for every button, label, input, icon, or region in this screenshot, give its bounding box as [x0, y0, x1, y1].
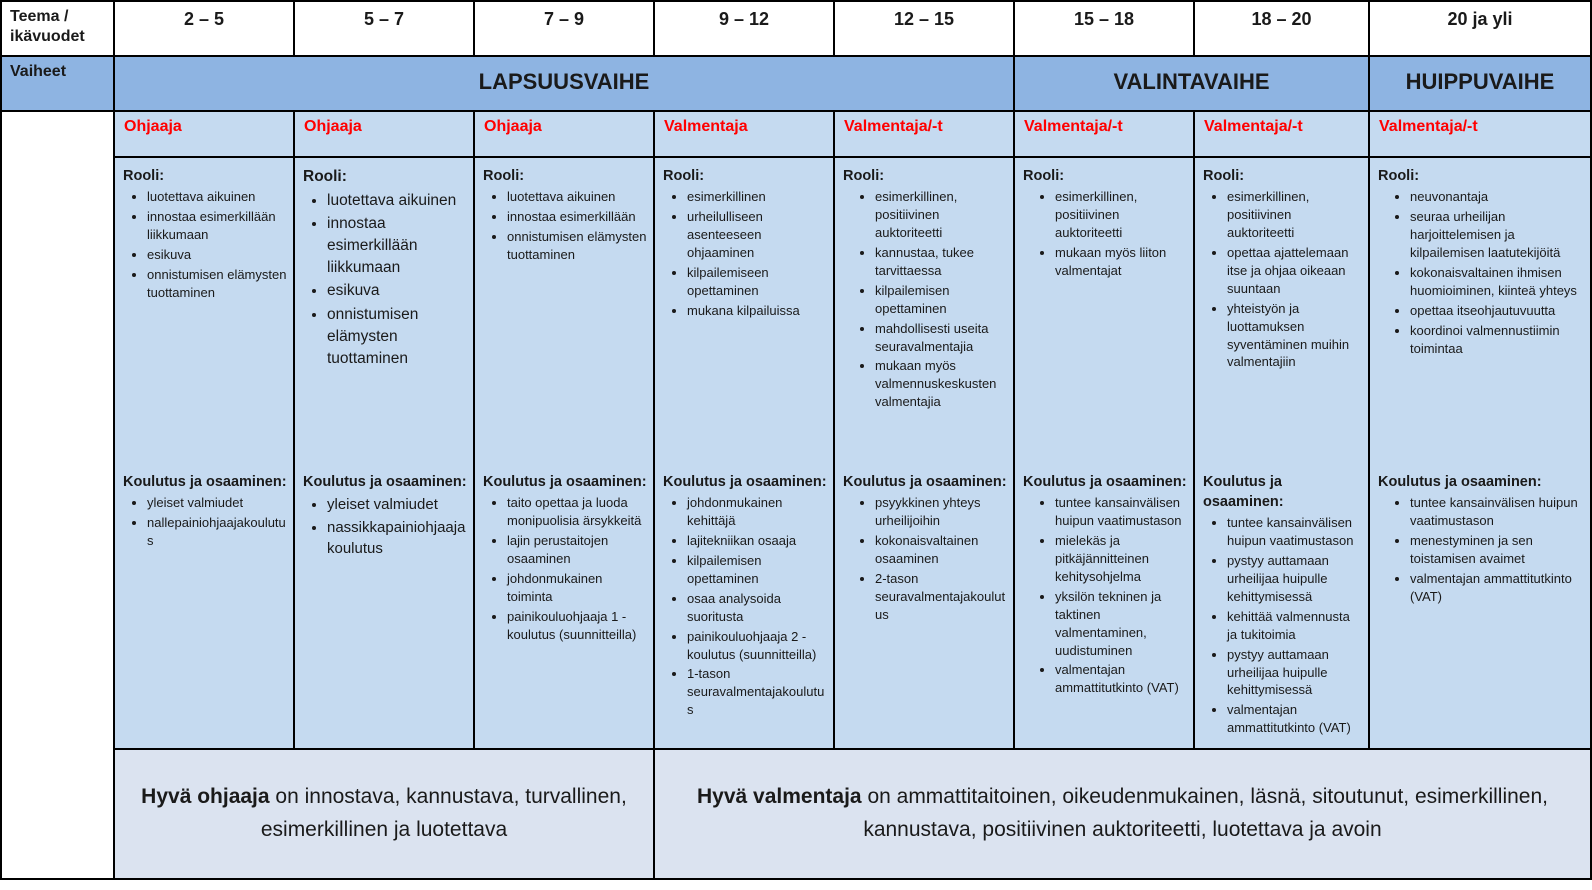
bullet-item: • esikuva	[327, 280, 467, 302]
bullet-item: • innostaa esimerkillään liikkumaan	[327, 213, 467, 278]
rooli-block	[123, 166, 287, 472]
koulutus-list	[123, 494, 287, 550]
content-cell-col-6	[1014, 157, 1194, 749]
role-name-col-2: Ohjaaja	[294, 111, 474, 157]
koulutus-block	[123, 472, 287, 552]
koulutus-heading: Koulutus ja osaaminen:	[123, 474, 287, 490]
rooli-block	[1378, 166, 1584, 472]
bullet-item: • neuvonantaja	[1410, 188, 1584, 206]
phase-valintavaihe: VALINTAVAIHE	[1014, 56, 1369, 111]
bullet-item: • mahdollisesti useita seuravalmentajia	[875, 320, 1007, 356]
bullet-item: • yhteistyön ja luottamuksen syventäminen muihin valmentajiin	[1227, 300, 1362, 372]
rooli-list	[303, 190, 467, 370]
left-empty-column	[1, 111, 114, 879]
age-header-5-7: 5 – 7	[294, 1, 474, 56]
corner-line-2: ikävuodet	[10, 28, 85, 45]
koulutus-heading: Koulutus ja osaaminen:	[1203, 474, 1284, 510]
koulutus-block	[483, 472, 647, 646]
rooli-list	[1378, 188, 1584, 357]
rooli-heading: Rooli:	[123, 168, 165, 184]
bullet-item: • esimerkillinen, positiivinen auktoriteetti	[875, 188, 1007, 242]
rooli-block	[303, 166, 467, 472]
bullet-item: • kilpailemisen opettaminen	[687, 552, 827, 588]
koulutus-list	[483, 494, 647, 644]
role-name-col-4: Valmentaja	[654, 111, 834, 157]
bullet-item: • luotettava aikuinen	[147, 188, 287, 206]
bullet-item: • 2-tason seuravalmentajakoulutus	[875, 570, 1007, 624]
bullet-item: • psyykkinen yhteys urheilijoihin	[875, 494, 1007, 530]
bullet-item: • urheilulliseen asenteeseen ohjaaminen	[687, 208, 827, 262]
summary-right-text: on ammattitaitoinen, oikeudenmukainen, läsnä, sitoutunut, esimerkillinen, kannustava, positiivinen auktoriteetti, luotettava ja avoin	[861, 785, 1548, 841]
bullet-item: • innostaa esimerkillään	[507, 208, 647, 226]
bullet-item: • tuntee kansainvälisen huipun vaatimustason	[1055, 494, 1187, 530]
age-header-2-5: 2 – 5	[114, 1, 294, 56]
bullet-item: • lajin perustaitojen osaaminen	[507, 532, 647, 568]
bullet-item: • kokonaisvaltainen osaaminen	[875, 532, 1007, 568]
bullet-item: • yleiset valmiudet	[327, 494, 467, 515]
bullet-item: • yleiset valmiudet	[147, 494, 287, 512]
koulutus-heading: Koulutus ja osaaminen:	[663, 474, 827, 490]
role-name-col-7: Valmentaja/-t	[1194, 111, 1369, 157]
bullet-item: • pystyy auttamaan urheilijaa huipulle kehittymisessä	[1227, 552, 1362, 606]
koulutus-block	[303, 472, 467, 561]
rooli-heading: Rooli:	[483, 168, 525, 184]
rooli-block	[843, 166, 1007, 472]
role-name-col-1: Ohjaaja	[114, 111, 294, 157]
rooli-list	[1203, 188, 1362, 371]
bullet-item: • osaa analysoida suoritusta	[687, 590, 827, 626]
bullet-item: • painikouluohjaaja 2 - koulutus (suunnitteilla)	[687, 628, 827, 664]
bullet-item: • esimerkillinen, positiivinen auktoriteetti	[1227, 188, 1362, 242]
koulutus-heading: Koulutus ja osaaminen:	[483, 474, 647, 490]
koulutus-list	[843, 494, 1007, 624]
rooli-heading: Rooli:	[1203, 168, 1245, 184]
bullet-item: • onnistumisen elämysten tuottaminen	[327, 304, 467, 369]
age-header-15-18: 15 – 18	[1014, 1, 1194, 56]
koulutus-block	[1378, 472, 1584, 608]
rooli-list	[1023, 188, 1187, 280]
rooli-list	[483, 188, 647, 264]
bullet-item: • onnistumisen elämysten tuottaminen	[507, 228, 647, 264]
content-cell-col-1	[114, 157, 294, 749]
bullet-item: • luotettava aikuinen	[507, 188, 647, 206]
koulutus-list	[1023, 494, 1187, 697]
bullet-item: • esimerkillinen	[687, 188, 827, 206]
bullet-item: • nassikkapainiohjaaja koulutus	[327, 517, 467, 559]
bullet-item: • tuntee kansainvälisen huipun vaatimustason	[1227, 514, 1362, 550]
role-name-col-6: Valmentaja/-t	[1014, 111, 1194, 157]
bullet-item: • taito opettaa ja luoda monipuolisia ärsykkeitä	[507, 494, 647, 530]
corner-line-1: Teema /	[10, 8, 69, 25]
summary-left-lead: Hyvä ohjaaja	[141, 785, 270, 809]
age-header-20-plus: 20 ja yli	[1369, 1, 1591, 56]
age-header-7-9: 7 – 9	[474, 1, 654, 56]
phase-lapsuusvaihe: LAPSUUSVAIHE	[114, 56, 1014, 111]
bullet-item: • opettaa ajattelemaan itse ja ohjaa oikeaan suuntaan	[1227, 244, 1362, 298]
koulutus-list	[1378, 494, 1584, 606]
rooli-list	[843, 188, 1007, 411]
bullet-item: • kilpailemisen opettaminen	[875, 282, 1007, 318]
summary-right-lead: Hyvä valmentaja	[697, 785, 862, 809]
bullet-item: • pystyy auttamaan urheilijaa huipulle kehittymisessä	[1227, 646, 1362, 700]
koulutus-heading: Koulutus ja osaaminen:	[843, 474, 1007, 490]
bullet-item: • innostaa esimerkillään liikkumaan	[147, 208, 287, 244]
rooli-heading: Rooli:	[1378, 168, 1420, 184]
bullet-item: • esikuva	[147, 246, 287, 264]
koulutus-block	[1023, 472, 1187, 699]
bullet-item: • kilpailemiseen opettaminen	[687, 264, 827, 300]
bullet-item: • painikouluohjaaja 1 - koulutus (suunnitteilla)	[507, 608, 647, 644]
role-name-col-8: Valmentaja/-t	[1369, 111, 1591, 157]
age-header-9-12: 9 – 12	[654, 1, 834, 56]
bullet-item: • tuntee kansainvälisen huipun vaatimustason	[1410, 494, 1584, 530]
rooli-list	[123, 188, 287, 302]
bullet-item: • kokonaisvaltainen ihmisen huomioiminen, kiinteä yhteys	[1410, 264, 1584, 300]
summary-good-instructor	[114, 749, 654, 879]
bullet-item: • mielekäs ja pitkäjännitteinen kehitysohjelma	[1055, 532, 1187, 586]
bullet-item: • lajitekniikan osaaja	[687, 532, 827, 550]
bullet-item: • mukaan myös liiton valmentajat	[1055, 244, 1187, 280]
content-cell-col-2	[294, 157, 474, 749]
rooli-list	[663, 188, 827, 320]
koulutus-heading: Koulutus ja osaaminen:	[1378, 474, 1542, 490]
bullet-item: • kannustaa, tukee tarvittaessa	[875, 244, 1007, 280]
age-header-18-20: 18 – 20	[1194, 1, 1369, 56]
summary-good-coach	[654, 749, 1591, 879]
koulutus-block	[663, 472, 827, 721]
rooli-heading: Rooli:	[303, 168, 347, 185]
rooli-heading: Rooli:	[663, 168, 705, 184]
role-name-col-3: Ohjaaja	[474, 111, 654, 157]
bullet-item: • onnistumisen elämysten tuottaminen	[147, 266, 287, 302]
koulutus-heading: Koulutus ja osaaminen:	[303, 474, 467, 490]
bullet-item: • koordinoi valmennustiimin toimintaa	[1410, 322, 1584, 358]
bullet-item: • johdonmukainen kehittäjä	[687, 494, 827, 530]
bullet-item: • 1-tason seuravalmentajakoulutus	[687, 665, 827, 719]
bullet-item: • opettaa itseohjautuvuutta	[1410, 302, 1584, 320]
summary-left-text: on innostava, kannustava, turvallinen, esimerkillinen ja luotettava	[260, 785, 627, 841]
age-header-12-15: 12 – 15	[834, 1, 1014, 56]
rooli-block	[1203, 166, 1362, 472]
bullet-item: • nallepainiohjaajakoulutus	[147, 514, 287, 550]
phase-huippuvaihe: HUIPPUVAIHE	[1369, 56, 1591, 111]
bullet-item: • kehittää valmennusta ja tukitoimia	[1227, 608, 1362, 644]
koulutus-block	[1203, 472, 1362, 739]
rooli-block	[663, 166, 827, 472]
bullet-item: • valmentajan ammattitutkinto (VAT)	[1227, 701, 1362, 737]
rooli-heading: Rooli:	[843, 168, 885, 184]
content-cell-col-7	[1194, 157, 1369, 749]
rooli-block	[483, 166, 647, 472]
role-name-col-5: Valmentaja/-t	[834, 111, 1014, 157]
content-cell-col-8	[1369, 157, 1591, 749]
content-cell-col-5	[834, 157, 1014, 749]
bullet-item: • esimerkillinen, positiivinen auktoriteetti	[1055, 188, 1187, 242]
bullet-item: • valmentajan ammattitutkinto (VAT)	[1410, 570, 1584, 606]
koulutus-list	[663, 494, 827, 719]
content-cell-col-4	[654, 157, 834, 749]
bullet-item: • luotettava aikuinen	[327, 190, 467, 212]
bullet-item: • menestyminen ja sen toistamisen avaimet	[1410, 532, 1584, 568]
bullet-item: • yksilön tekninen ja taktinen valmentaminen, uudistuminen	[1055, 588, 1187, 660]
koulutus-list	[303, 494, 467, 559]
koulutus-block	[843, 472, 1007, 626]
corner-header-theme-ages	[1, 1, 114, 56]
bullet-item: • mukana kilpailuissa	[687, 302, 827, 320]
rooli-heading: Rooli:	[1023, 168, 1065, 184]
bullet-item: • seuraa urheilijan harjoittelemisen ja kilpailemisen laatutekijöitä	[1410, 208, 1584, 262]
phases-row-label: Vaiheet	[1, 56, 114, 111]
bullet-item: • valmentajan ammattitutkinto (VAT)	[1055, 661, 1187, 697]
rooli-block	[1023, 166, 1187, 472]
koulutus-heading: Koulutus ja osaaminen:	[1023, 474, 1187, 490]
bullet-item: • johdonmukainen toiminta	[507, 570, 647, 606]
bullet-item: • mukaan myös valmennuskeskusten valmentajia	[875, 357, 1007, 411]
content-cell-col-3	[474, 157, 654, 749]
koulutus-list	[1203, 514, 1362, 737]
